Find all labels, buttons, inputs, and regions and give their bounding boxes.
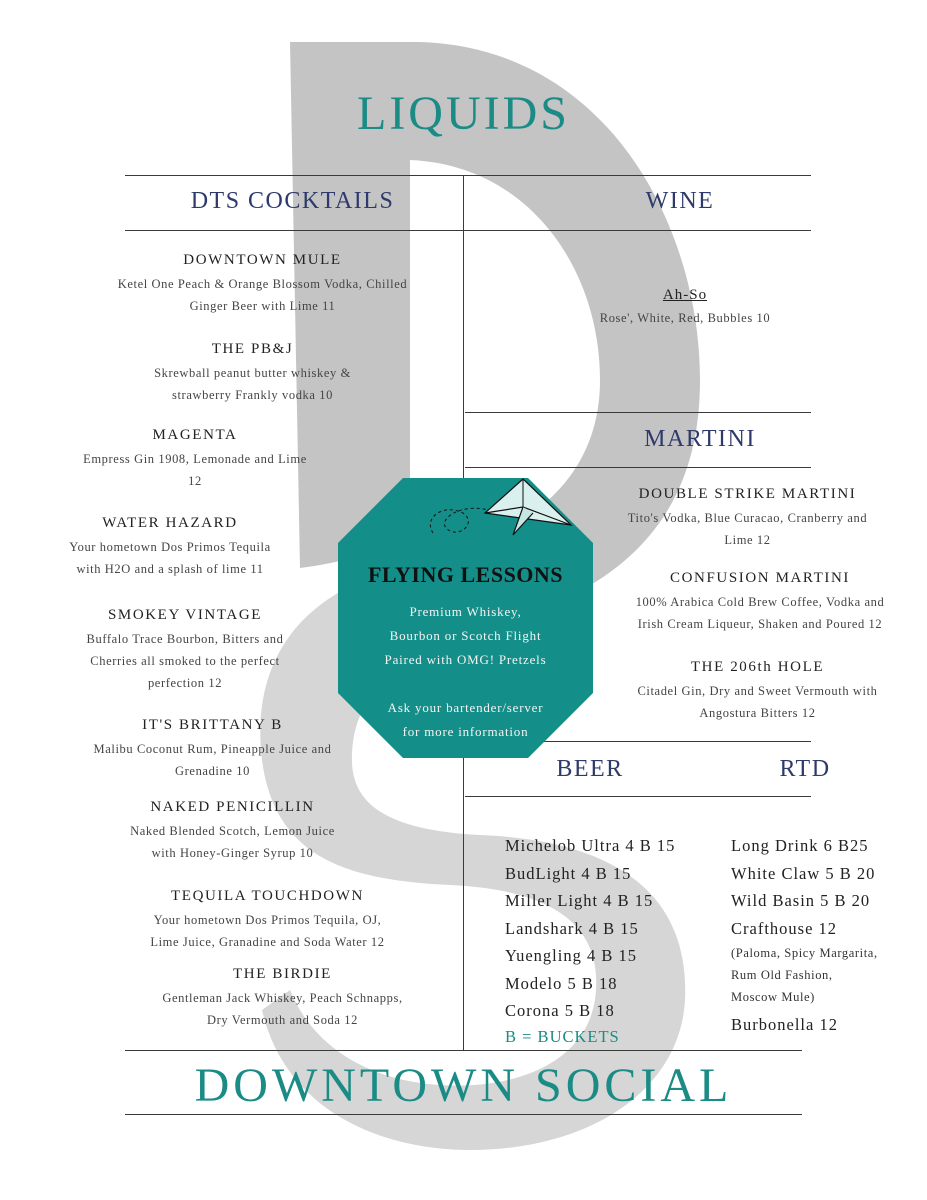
cocktail-name: THE BIRDIE (233, 966, 332, 982)
list-item: Burbonella 12 (731, 1015, 838, 1034)
divider (125, 1050, 802, 1051)
flying-lessons-line: Ask your bartender/server (387, 700, 544, 715)
flying-lessons-line: Bourbon or Scotch Flight (389, 628, 542, 643)
divider (125, 230, 811, 231)
section-heading-cocktails: DTS COCKTAILS (190, 188, 395, 214)
cocktail-item (60, 252, 465, 317)
list-item: BudLight 4 B 15 (505, 863, 632, 883)
list-item: Michelob Ultra 4 B 15 (505, 836, 676, 855)
cocktail-item (50, 607, 320, 694)
cocktail-name: THE PB&J (211, 341, 294, 357)
divider (125, 1114, 802, 1115)
divider (465, 796, 811, 797)
buckets-legend: B = BUCKETS (505, 1026, 620, 1046)
cocktail-name: WATER HAZARD (102, 515, 238, 531)
wine-name: Ah-So (662, 287, 708, 303)
divider (465, 467, 811, 468)
cocktail-name: IT'S BRITTANY B (142, 717, 283, 733)
flying-lessons-line: Paired with OMG! Pretzels (384, 652, 547, 667)
list-item: Corona 5 B 18 (505, 1001, 615, 1020)
cocktail-item (105, 888, 430, 953)
section-heading-beer: BEER (556, 756, 624, 782)
flying-lessons-line: Premium Whiskey, (409, 604, 522, 619)
divider (125, 175, 811, 176)
section-heading-wine: WINE (645, 188, 715, 214)
cocktail-description: Skrewball peanut butter whiskey & strawberry Frankly vodka 10 (154, 366, 351, 402)
rtd-note: (Paloma, Spicy Margarita, (731, 946, 878, 960)
cocktail-item (55, 717, 370, 782)
cocktail-item (120, 966, 445, 1031)
section-heading-martini: MARTINI (644, 426, 756, 452)
cocktail-name: MAGENTA (152, 427, 238, 443)
martini-item (595, 570, 925, 635)
martini-description: Tito's Vodka, Blue Curacao, Cranberry and Lime 12 (627, 511, 868, 547)
cocktail-item (95, 799, 370, 864)
list-item: Landshark 4 B 15 (505, 918, 639, 938)
list-item: Long Drink 6 B25 (731, 836, 869, 855)
page-title: LIQUIDS (357, 87, 570, 140)
list-item: Crafthouse 12 (731, 918, 838, 938)
martini-item (600, 659, 915, 724)
cocktail-description: Empress Gin 1908, Lemonade and Lime 12 (83, 452, 307, 488)
cocktail-description: Buffalo Trace Bourbon, Bitters and Cherries all smoked to the perfect perfection 12 (86, 632, 284, 690)
wine-description: Rose', White, Red, Bubbles 10 (599, 311, 771, 325)
cocktail-name: TEQUILA TOUCHDOWN (171, 888, 364, 904)
list-item: White Claw 5 B 20 (731, 863, 876, 883)
wine-item (520, 287, 850, 329)
list-item: Modelo 5 B 18 (505, 973, 618, 993)
cocktail-description: Gentleman Jack Whiskey, Peach Schnapps, Dry Vermouth and Soda 12 (162, 991, 403, 1027)
beer-list (505, 832, 675, 1049)
cocktail-name: NAKED PENICILLIN (150, 799, 315, 815)
section-heading-rtd: RTD (779, 756, 831, 782)
martini-description: Citadel Gin, Dry and Sweet Vermouth with Angostura Bitters 12 (637, 684, 878, 720)
cocktail-item (90, 341, 415, 406)
martini-item (590, 486, 905, 551)
rtd-note: Moscow Mule) (731, 990, 815, 1004)
cocktail-description: Your hometown Dos Primos Tequila, OJ, Lime Juice, Granadine and Soda Water 12 (150, 913, 385, 949)
martini-name: CONFUSION MARTINI (669, 570, 851, 586)
rtd-list (731, 832, 878, 1039)
cocktail-description: Your hometown Dos Primos Tequila with H2O and a splash of lime 11 (69, 540, 271, 576)
cocktail-item (35, 515, 305, 580)
cocktail-name: SMOKEY VINTAGE (107, 607, 263, 623)
martini-name: DOUBLE STRIKE MARTINI (638, 486, 857, 502)
rtd-note: Rum Old Fashion, (731, 968, 833, 982)
list-item: Wild Basin 5 B 20 (731, 891, 871, 910)
flying-lessons-title: FLYING LESSONS (367, 562, 564, 587)
martini-description: 100% Arabica Cold Brew Coffee, Vodka and Irish Cream Liqueur, Shaken and Poured 12 (635, 595, 885, 631)
divider (465, 412, 811, 413)
cocktail-name: DOWNTOWN MULE (183, 252, 342, 268)
flying-lessons-text (338, 478, 593, 758)
cocktail-description: Ketel One Peach & Orange Blossom Vodka, Chilled Ginger Beer with Lime 11 (117, 277, 408, 313)
list-item: Miller Light 4 B 15 (505, 891, 654, 910)
flying-lessons-line: for more information (402, 724, 529, 739)
footer-brand: DOWNTOWN SOCIAL (194, 1059, 733, 1112)
cocktail-description: Naked Blended Scotch, Lemon Juice with Honey-Ginger Syrup 10 (130, 824, 335, 860)
cocktail-description: Malibu Coconut Rum, Pineapple Juice and Grenadine 10 (93, 742, 332, 778)
list-item: Yuengling 4 B 15 (505, 946, 637, 965)
martini-name: THE 206th HOLE (690, 659, 825, 675)
cocktail-item (45, 427, 345, 492)
